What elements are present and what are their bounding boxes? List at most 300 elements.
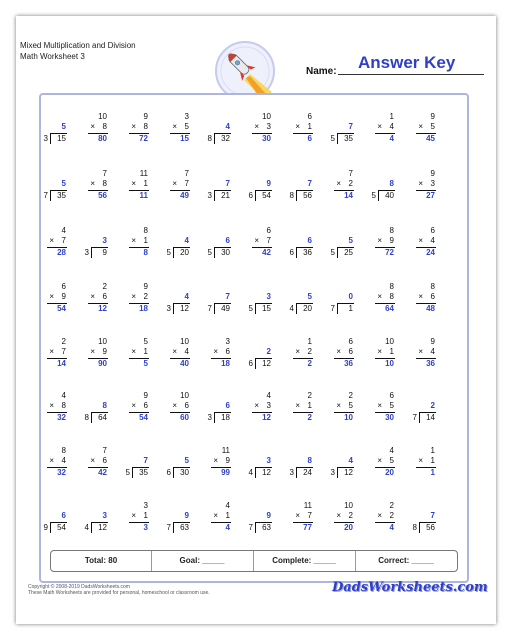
times-sign: × (131, 236, 136, 245)
answer: 8 (143, 248, 148, 257)
times-sign: × (49, 236, 54, 245)
division-problem (237, 282, 281, 322)
division-bracket-side (255, 190, 256, 201)
division-bracket-side (173, 467, 174, 478)
multiplicand: 7 (102, 446, 107, 455)
dividend: 63 (180, 523, 189, 532)
name-row (306, 52, 486, 76)
complete-field[interactable]: Complete: _____ (272, 556, 336, 565)
times-sign: × (172, 347, 177, 356)
multiplier: 9 (225, 456, 230, 465)
times-sign: × (377, 122, 382, 131)
quotient: 7 (307, 179, 312, 188)
division-problem (237, 446, 281, 486)
name-label: Name: (306, 66, 337, 77)
division-problem (319, 446, 363, 486)
answer: 80 (98, 134, 107, 143)
division-problem (114, 446, 158, 486)
multiplier: 2 (348, 179, 353, 188)
multiplier: 1 (143, 179, 148, 188)
times-sign: × (377, 456, 382, 465)
division-problem (196, 391, 240, 431)
multiplication-problem (319, 169, 363, 209)
times-sign: × (295, 122, 300, 131)
times-sign: × (213, 511, 218, 520)
answer: 99 (221, 468, 230, 477)
multiplicand: 11 (139, 169, 148, 178)
division-bracket-side (255, 358, 256, 369)
multiplicand: 2 (61, 337, 66, 346)
multiplication-problem (196, 446, 240, 486)
times-sign: × (90, 179, 95, 188)
quotient: 2 (266, 347, 271, 356)
multiplicand: 8 (143, 226, 148, 235)
answer: 5 (143, 359, 148, 368)
multiplication-problem (73, 446, 117, 486)
division-problem (73, 226, 117, 266)
dividend: 35 (57, 191, 66, 200)
divisor: 8 (412, 523, 417, 532)
multiplier: 9 (102, 347, 107, 356)
multiplication-problem (360, 112, 404, 152)
dividend: 20 (180, 248, 189, 257)
times-sign: × (418, 347, 423, 356)
multiplication-problem (196, 337, 240, 377)
times-sign: × (377, 292, 382, 301)
division-problem (319, 112, 363, 152)
multiplier: 8 (389, 292, 394, 301)
multiplication-problem (360, 501, 404, 541)
division-bracket-side (378, 190, 379, 201)
quotient: 6 (225, 401, 230, 410)
times-sign: × (295, 347, 300, 356)
answer: 24 (426, 248, 435, 257)
quotient: 4 (184, 292, 189, 301)
divisor: 8 (84, 413, 89, 422)
times-sign: × (49, 456, 54, 465)
times-sign: × (213, 456, 218, 465)
multiplicand: 9 (430, 169, 435, 178)
division-problem (155, 501, 199, 541)
dividend: 20 (303, 304, 312, 313)
divisor: 6 (166, 468, 171, 477)
multiplication-problem (401, 112, 445, 152)
multiplier: 3 (266, 122, 271, 131)
times-sign: × (336, 179, 341, 188)
answer: 20 (385, 468, 394, 477)
answer: 11 (139, 191, 148, 200)
divisor: 9 (43, 523, 48, 532)
answer: 49 (180, 191, 189, 200)
multiplier: 8 (61, 401, 66, 410)
multiplication-problem (155, 337, 199, 377)
division-bracket-side (296, 190, 297, 201)
multiplication-problem (73, 169, 117, 209)
multiplicand: 11 (303, 501, 312, 510)
dividend: 1 (348, 304, 353, 313)
multiplication-problem (401, 337, 445, 377)
divisor: 5 (166, 248, 171, 257)
quotient: 8 (102, 401, 107, 410)
answer: 32 (57, 413, 66, 422)
multiplier: 4 (430, 236, 435, 245)
times-sign: × (131, 292, 136, 301)
times-sign: × (336, 401, 341, 410)
times-sign: × (254, 122, 259, 131)
answer: 36 (426, 359, 435, 368)
dividend: 12 (262, 359, 271, 368)
division-problem (32, 501, 76, 541)
dividend: 14 (426, 413, 435, 422)
times-sign: × (295, 401, 300, 410)
multiplicand: 11 (221, 446, 230, 455)
dividend: 12 (180, 304, 189, 313)
multiplication-problem (73, 337, 117, 377)
multiplier: 4 (430, 347, 435, 356)
times-sign: × (90, 347, 95, 356)
divisor: 5 (330, 248, 335, 257)
multiplication-problem (155, 391, 199, 431)
multiplier: 6 (184, 401, 189, 410)
multiplication-problem (278, 112, 322, 152)
division-problem (319, 282, 363, 322)
division-problem (155, 226, 199, 266)
multiplicand: 4 (266, 391, 271, 400)
multiplication-problem (114, 282, 158, 322)
quotient: 8 (307, 456, 312, 465)
multiplication-problem (114, 112, 158, 152)
dividend: 25 (344, 248, 353, 257)
quotient: 6 (225, 236, 230, 245)
division-bracket-side (91, 412, 92, 423)
multiplication-problem (114, 337, 158, 377)
divisor: 7 (330, 304, 335, 313)
multiplier: 2 (389, 511, 394, 520)
multiplier: 5 (184, 122, 189, 131)
multiplication-problem (32, 446, 76, 486)
division-problem (32, 169, 76, 209)
quotient: 9 (266, 511, 271, 520)
title-line-1: Mixed Multiplication and Division (20, 41, 136, 50)
multiplication-problem (114, 226, 158, 266)
answer: 72 (139, 134, 148, 143)
division-problem (237, 501, 281, 541)
division-bracket-side (173, 303, 174, 314)
multiplier: 8 (143, 122, 148, 131)
division-bracket-side (173, 247, 174, 258)
times-sign: × (131, 401, 136, 410)
name-line[interactable] (338, 74, 484, 75)
multiplier: 7 (266, 236, 271, 245)
times-sign: × (254, 401, 259, 410)
dividend: 12 (262, 468, 271, 477)
answer: 77 (303, 523, 312, 532)
multiplicand: 8 (61, 446, 66, 455)
divisor: 5 (371, 191, 376, 200)
multiplier: 1 (307, 122, 312, 131)
divisor: 8 (289, 191, 294, 200)
division-bracket-side (50, 133, 51, 144)
multiplication-problem (319, 391, 363, 431)
quotient: 3 (102, 236, 107, 245)
answer: 36 (344, 359, 353, 368)
multiplicand: 1 (389, 112, 394, 121)
multiplicand: 7 (102, 169, 107, 178)
dividend: 35 (344, 134, 353, 143)
quotient: 7 (430, 511, 435, 520)
multiplicand: 10 (344, 501, 353, 510)
multiplier: 6 (102, 292, 107, 301)
divisor: 4 (248, 468, 253, 477)
multiplicand: 6 (61, 282, 66, 291)
quotient: 2 (430, 401, 435, 410)
multiplicand: 9 (430, 337, 435, 346)
multiplier: 2 (307, 347, 312, 356)
answer-key-heading: Answer Key (358, 53, 456, 72)
division-problem (360, 169, 404, 209)
multiplier: 6 (143, 401, 148, 410)
answer: 72 (385, 248, 394, 257)
answer: 30 (262, 134, 271, 143)
division-problem (32, 112, 76, 152)
answer: 64 (385, 304, 394, 313)
multiplier: 1 (307, 401, 312, 410)
answer: 32 (57, 468, 66, 477)
multiplication-problem (319, 501, 363, 541)
times-sign: × (336, 511, 341, 520)
divisor: 3 (166, 304, 171, 313)
dividend: 15 (57, 134, 66, 143)
divisor: 7 (166, 523, 171, 532)
divisor: 4 (84, 523, 89, 532)
multiplier: 8 (102, 122, 107, 131)
answer: 3 (143, 523, 148, 532)
multiplier: 1 (143, 347, 148, 356)
division-problem (278, 282, 322, 322)
quotient: 5 (307, 292, 312, 301)
multiplier: 8 (102, 179, 107, 188)
multiplier: 6 (225, 347, 230, 356)
divisor: 5 (330, 134, 335, 143)
multiplier: 5 (430, 122, 435, 131)
division-bracket-side (214, 412, 215, 423)
multiplication-problem (278, 337, 322, 377)
multiplication-problem (73, 112, 117, 152)
dividend: 32 (221, 134, 230, 143)
division-bracket-side (419, 522, 420, 533)
answer: 4 (389, 134, 394, 143)
quotient: 7 (143, 456, 148, 465)
multiplier: 2 (348, 511, 353, 520)
division-bracket-side (173, 522, 174, 533)
times-sign: × (295, 511, 300, 520)
answer: 4 (389, 523, 394, 532)
multiplier: 1 (225, 511, 230, 520)
division-bracket-side (91, 522, 92, 533)
dividend: 21 (221, 191, 230, 200)
answer: 2 (307, 413, 312, 422)
copyright-line-1: Copyright © 2008-2019 DadsWorksheets.com (28, 584, 130, 590)
score-bar (50, 550, 458, 572)
multiplier: 5 (389, 456, 394, 465)
quotient: 0 (348, 292, 353, 301)
times-sign: × (131, 122, 136, 131)
answer: 42 (98, 468, 107, 477)
quotient: 7 (348, 122, 353, 131)
dividend: 35 (139, 468, 148, 477)
dividend: 36 (303, 248, 312, 257)
divisor: 7 (43, 191, 48, 200)
answer: 2 (307, 359, 312, 368)
multiplier: 9 (61, 292, 66, 301)
copyright-line-2: These Math Worksheets are provided for personal, homeschool or classroom use. (28, 590, 210, 596)
multiplier: 1 (430, 456, 435, 465)
multiplicand: 2 (348, 391, 353, 400)
division-problem (73, 391, 117, 431)
multiplicand: 5 (143, 337, 148, 346)
answer: 18 (139, 304, 148, 313)
divisor: 6 (289, 248, 294, 257)
quotient: 8 (389, 179, 394, 188)
answer: 90 (98, 359, 107, 368)
times-sign: × (131, 511, 136, 520)
divisor: 7 (207, 304, 212, 313)
quotient: 9 (184, 511, 189, 520)
quotient: 3 (266, 292, 271, 301)
multiplicand: 2 (307, 391, 312, 400)
division-problem (278, 226, 322, 266)
divisor: 8 (207, 134, 212, 143)
multiplicand: 4 (61, 391, 66, 400)
dividend: 63 (262, 523, 271, 532)
division-bracket-side (91, 247, 92, 258)
multiplicand: 3 (225, 337, 230, 346)
multiplier: 5 (389, 401, 394, 410)
multiplicand: 6 (348, 337, 353, 346)
title-line-2: Math Worksheet 3 (20, 52, 85, 61)
times-sign: × (377, 347, 382, 356)
quotient: 5 (61, 122, 66, 131)
goal-field[interactable]: Goal: _____ (179, 556, 225, 565)
multiplicand: 4 (225, 501, 230, 510)
division-bracket-side (337, 133, 338, 144)
division-problem (237, 337, 281, 377)
answer: 54 (139, 413, 148, 422)
multiplication-problem (237, 391, 281, 431)
answer: 45 (426, 134, 435, 143)
multiplier: 6 (102, 456, 107, 465)
multiplication-problem (360, 282, 404, 322)
divisor: 7 (412, 413, 417, 422)
multiplication-problem (237, 112, 281, 152)
answer: 14 (344, 191, 353, 200)
multiplication-problem (360, 226, 404, 266)
answer: 1 (430, 468, 435, 477)
multiplier: 7 (184, 179, 189, 188)
multiplicand: 10 (180, 391, 189, 400)
division-problem (278, 446, 322, 486)
answer: 4 (225, 523, 230, 532)
multiplicand: 4 (61, 226, 66, 235)
dividend: 54 (57, 523, 66, 532)
multiplicand: 6 (430, 226, 435, 235)
quotient: 6 (61, 511, 66, 520)
correct-field[interactable]: Correct: _____ (378, 556, 434, 565)
quotient: 3 (266, 456, 271, 465)
multiplicand: 9 (143, 112, 148, 121)
dividend: 18 (221, 413, 230, 422)
dividend: 56 (426, 523, 435, 532)
multiplier: 1 (389, 347, 394, 356)
multiplication-problem (32, 391, 76, 431)
multiplicand: 6 (266, 226, 271, 235)
answer: 56 (98, 191, 107, 200)
division-problem (319, 226, 363, 266)
multiplication-problem (196, 501, 240, 541)
division-bracket-side (214, 303, 215, 314)
multiplication-problem (360, 446, 404, 486)
quotient: 5 (184, 456, 189, 465)
multiplication-problem (401, 226, 445, 266)
times-sign: × (418, 456, 423, 465)
total-label: Total: 80 (84, 556, 118, 565)
division-problem (196, 282, 240, 322)
division-bracket-side (337, 303, 338, 314)
answer: 42 (262, 248, 271, 257)
multiplicand: 6 (389, 391, 394, 400)
times-sign: × (377, 401, 382, 410)
times-sign: × (131, 179, 136, 188)
multiplier: 6 (348, 347, 353, 356)
division-bracket-side (50, 190, 51, 201)
multiplicand: 10 (98, 337, 107, 346)
times-sign: × (377, 511, 382, 520)
quotient: 5 (61, 179, 66, 188)
multiplication-problem (32, 282, 76, 322)
multiplication-problem (360, 337, 404, 377)
worksheet-title (20, 40, 136, 62)
division-bracket-side (214, 133, 215, 144)
multiplicand: 3 (143, 501, 148, 510)
times-sign: × (90, 122, 95, 131)
times-sign: × (49, 292, 54, 301)
times-sign: × (213, 347, 218, 356)
brand-logo[interactable]: DadsWorksheets.com (332, 580, 488, 595)
times-sign: × (90, 292, 95, 301)
division-problem (401, 501, 445, 541)
multiplication-problem (155, 169, 199, 209)
division-bracket-side (296, 467, 297, 478)
multiplication-problem (278, 501, 322, 541)
dividend: 30 (221, 248, 230, 257)
divisor: 3 (43, 134, 48, 143)
multiplier: 7 (61, 347, 66, 356)
division-bracket-side (255, 303, 256, 314)
division-bracket-side (132, 467, 133, 478)
divisor: 3 (207, 191, 212, 200)
times-sign: × (131, 347, 136, 356)
divisor: 3 (330, 468, 335, 477)
division-bracket-side (419, 412, 420, 423)
divisor: 3 (84, 248, 89, 257)
division-bracket-side (255, 467, 256, 478)
multiplier: 3 (430, 179, 435, 188)
quotient: 3 (102, 511, 107, 520)
divisor: 5 (207, 248, 212, 257)
division-problem (155, 282, 199, 322)
answer: 6 (307, 134, 312, 143)
divisor: 6 (248, 191, 253, 200)
